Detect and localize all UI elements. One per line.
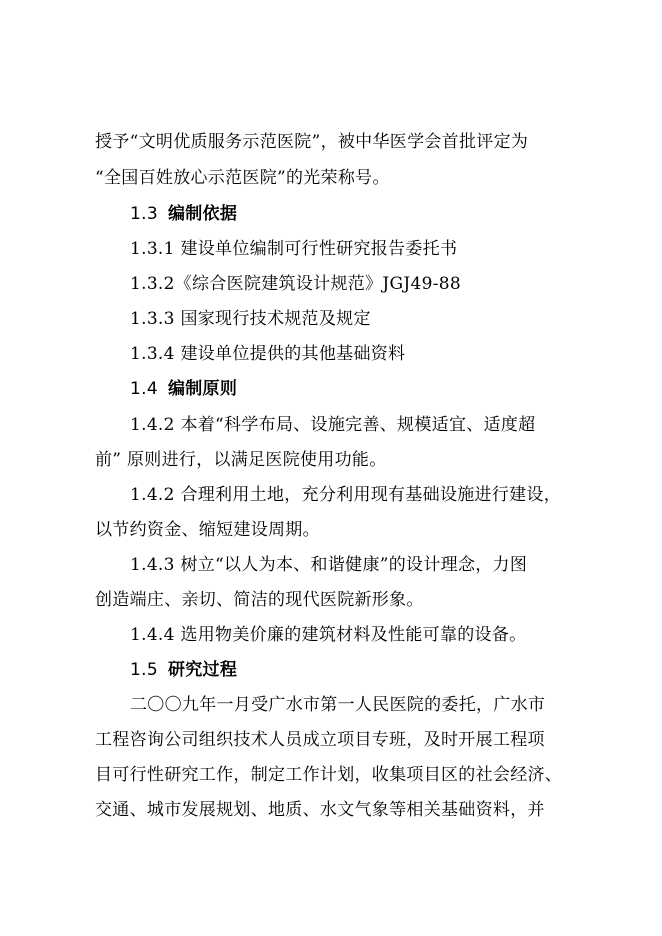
section-heading-1-5 bbox=[130, 659, 237, 681]
body-text-line: 交通、城市发展规划、地质、水文气象等相关基础资料，并 bbox=[95, 800, 545, 820]
list-item: 1.3.4 建设单位提供的其他基础资料 bbox=[130, 344, 406, 364]
section-heading-1-4 bbox=[130, 378, 237, 400]
body-text-line: 创造端庄、亲切、简洁的现代医院新形象。 bbox=[95, 590, 424, 610]
body-text-line: 以节约资金、缩短建设周期。 bbox=[95, 520, 320, 540]
list-item: 1.4.2 本着“科学布局、设施完善、规模适宜、适度超 bbox=[130, 415, 536, 435]
section-number: 1.4 bbox=[130, 379, 158, 399]
section-number: 1.5 bbox=[130, 660, 158, 680]
body-text-line: 授予“文明优质服务示范医院”，被中华医学会首批评定为 bbox=[95, 132, 529, 152]
body-text-line: “全国百姓放心示范医院”的光荣称号。 bbox=[95, 168, 390, 188]
section-number: 1.3 bbox=[130, 204, 158, 224]
section-heading-1-3 bbox=[130, 203, 237, 225]
section-title: 研究过程 bbox=[167, 660, 238, 680]
section-title: 编制依据 bbox=[167, 204, 238, 224]
list-item: 1.3.3 国家现行技术规范及规定 bbox=[130, 309, 371, 329]
list-item: 1.4.2 合理利用土地，充分利用现有基础设施进行建设， bbox=[130, 485, 562, 505]
list-item: 1.3.1 建设单位编制可行性研究报告委托书 bbox=[130, 239, 458, 259]
list-item: 1.3.2《综合医院建筑设计规范》JGJ49-88 bbox=[130, 274, 461, 294]
body-text-line: 二〇〇九年一月受广水市第一人民医院的委托，广水市 bbox=[130, 695, 546, 715]
body-text-line: 前” 原则进行，以满足医院使用功能。 bbox=[95, 450, 387, 470]
body-text-line: 工程咨询公司组织技术人员成立项目专班，及时开展工程项 bbox=[95, 730, 545, 750]
list-item: 1.4.4 选用物美价廉的建筑材料及性能可靠的设备。 bbox=[130, 625, 527, 645]
body-text-line: 目可行性研究工作，制定工作计划，收集项目区的社会经济、 bbox=[95, 765, 563, 785]
section-title: 编制原则 bbox=[167, 379, 238, 399]
list-item: 1.4.3 树立“以人为本、和谐健康”的设计理念，力图 bbox=[130, 555, 528, 575]
